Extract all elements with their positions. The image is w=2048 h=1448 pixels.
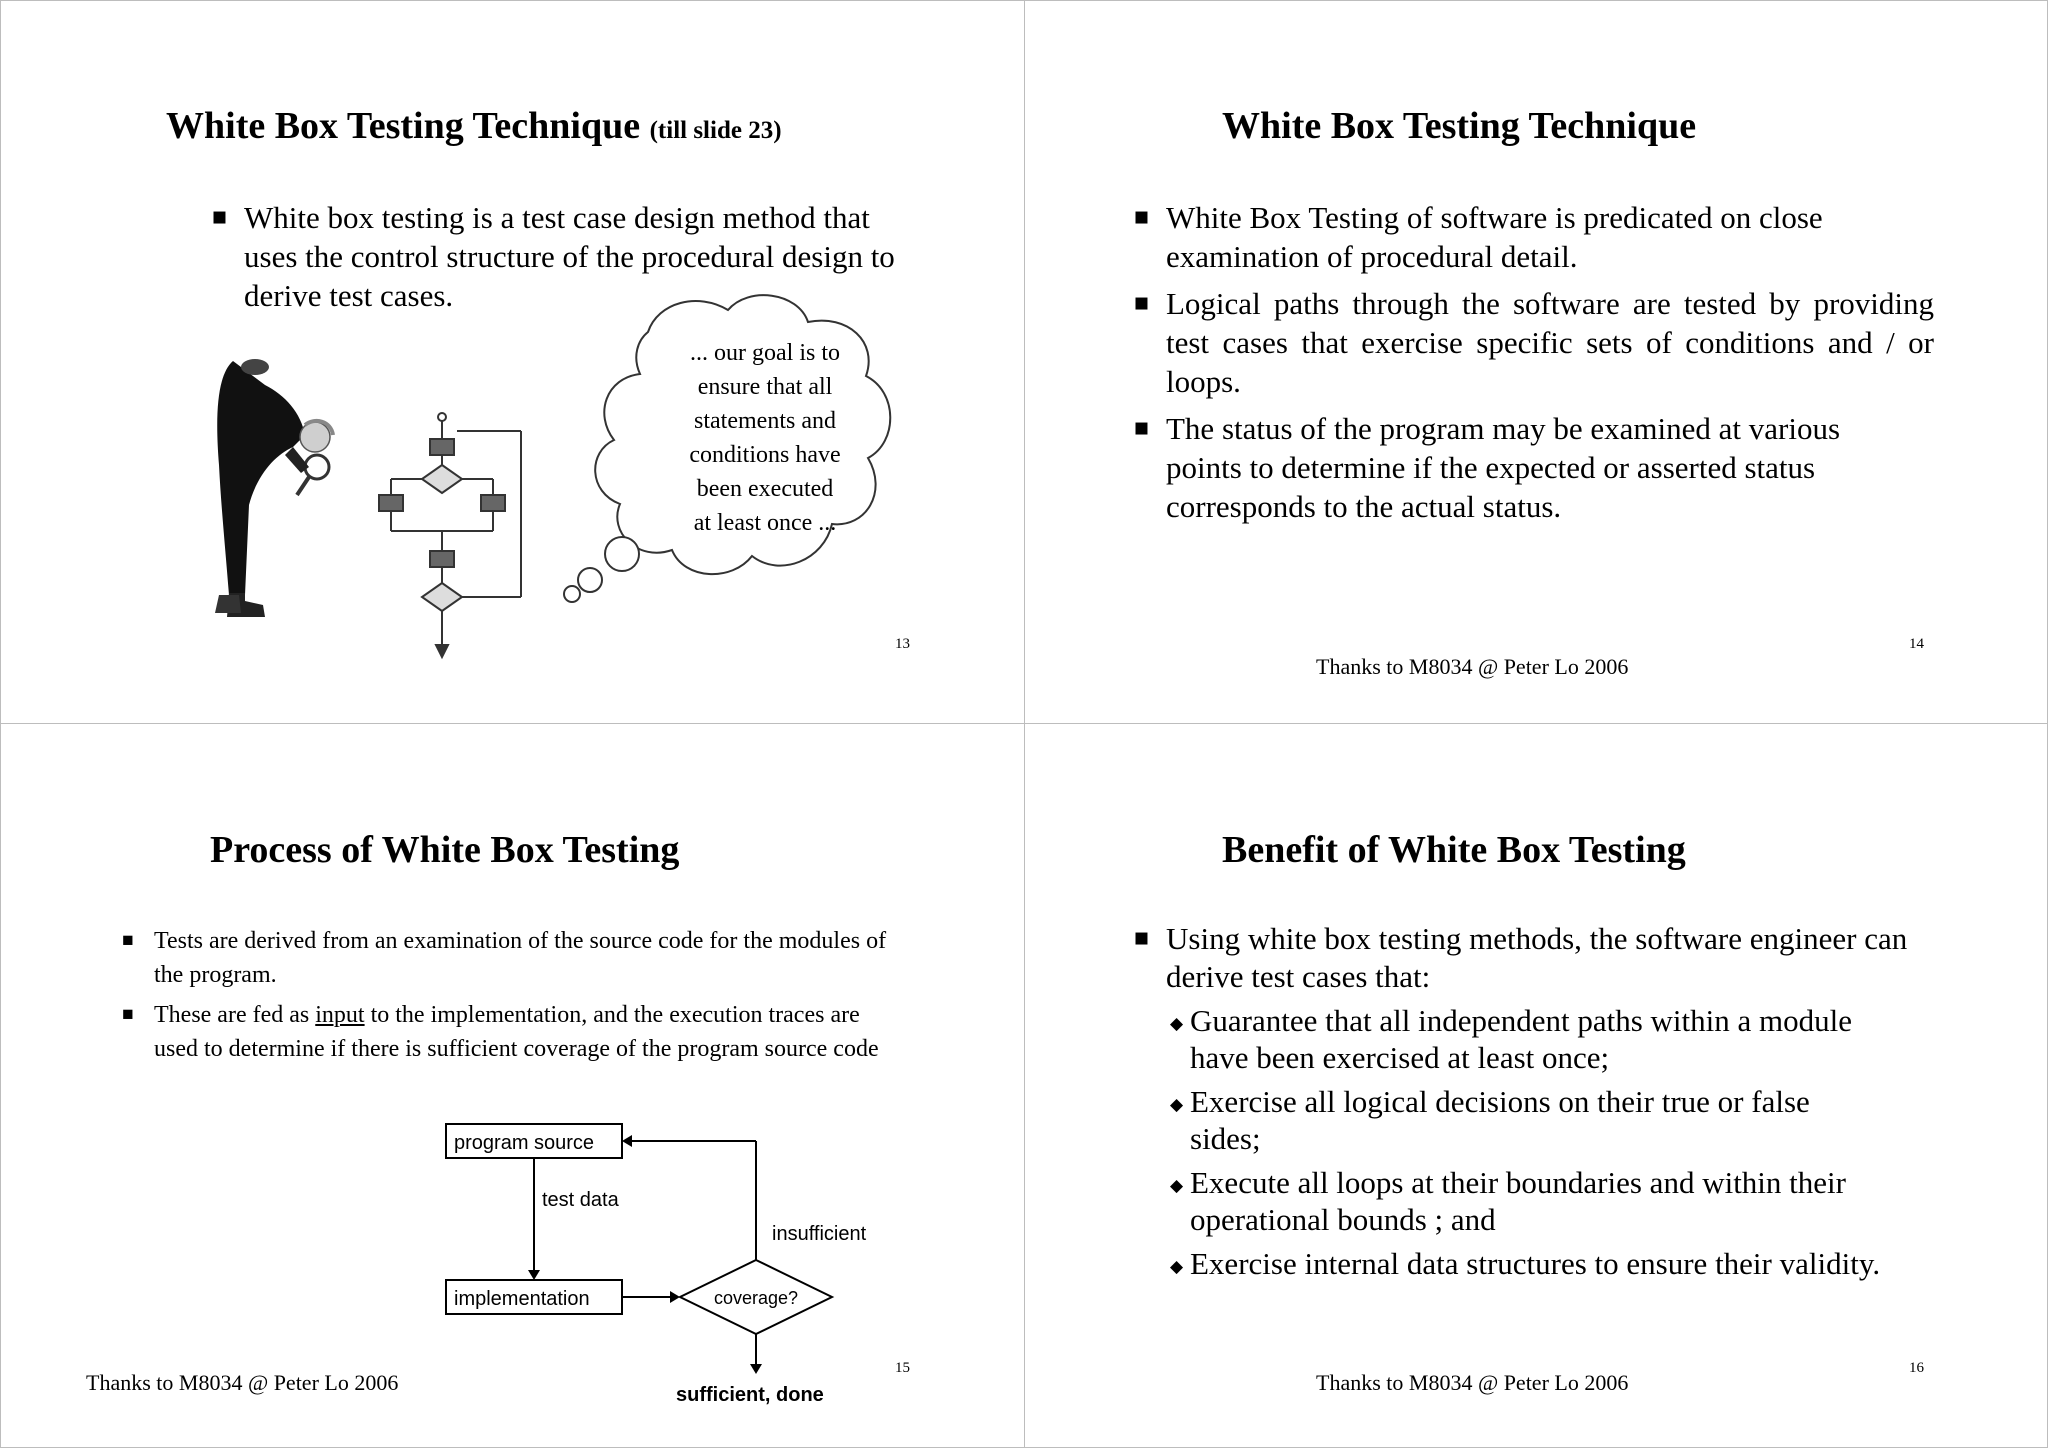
diamond-bullet-icon: ◆ [1170,1257,1184,1276]
credit-footer: Thanks to M8034 @ Peter Lo 2006 [1316,654,1629,679]
implementation-label: implementation [454,1288,590,1310]
man-inspecting-flowchart-illustration [205,355,535,665]
test-data-label: test data [542,1189,619,1211]
bubble-line: ... our goal is to [690,340,840,366]
diamond-bullet-icon: ◆ [1170,1176,1184,1195]
credit-footer: Thanks to M8034 @ Peter Lo 2006 [86,1370,399,1395]
input-link[interactable]: input [315,1002,365,1028]
sub-bullet-item [1166,1002,1890,1076]
white-box-process-diagram [430,1114,900,1424]
sub-bullet-text: Exercise all logical decisions on their true or false sides; [1190,1084,1810,1156]
bullet-item [1134,198,1934,276]
diamond-bullet-icon: ◆ [1170,1014,1184,1033]
slide-title: Benefit of White Box Testing [1222,829,1686,871]
title-text: White Box Testing Technique [166,105,641,147]
flowchart-figure [379,413,521,657]
square-bullet-icon: ■ [122,1004,134,1025]
sub-bullet-item [1166,1245,1970,1282]
square-bullet-icon: ■ [1134,415,1149,442]
bullet-item [122,998,892,1066]
slide-title: Process of White Box Testing [210,829,680,871]
bubble-line: at least once ... [693,510,837,536]
bullet-text: White box testing is a test case design method that uses the control structure of the procedural design to derive test cases. [244,200,895,313]
slide-title [166,104,782,148]
bullet-item [122,924,892,992]
square-bullet-icon: ■ [1134,925,1149,952]
bullet-text-part: These are fed as [154,1002,316,1028]
bullet-text: The status of the program may be examined at various points to determine if the expected or asserted status corresponds to the actual status. [1166,411,1841,524]
bubble-line: been executed [696,476,834,502]
bullet-text-part: to the implementation, and the execution traces are used to determine if there is sufficient coverage of the program source code [154,1002,879,1062]
thought-bubble-text [670,336,860,540]
square-bullet-icon: ■ [1134,290,1149,317]
slide-14 [1024,0,2048,724]
sufficient-done-label: sufficient, done [676,1384,824,1406]
bullet-item [1134,920,1934,1282]
title-suffix: (till slide 23) [649,117,782,144]
slide-16 [1024,724,2048,1448]
page-number: 16 [1909,1360,1924,1376]
square-bullet-icon: ■ [122,930,134,951]
insufficient-label: insufficient [772,1223,867,1245]
bullet-text: Tests are derived from an examination of the source code for the modules of the program. [154,928,887,988]
sub-bullet-text: Exercise internal data structures to ensure their validity. [1190,1246,1881,1281]
man-figure [215,359,333,617]
bullet-item [1134,284,1934,401]
credit-footer: Thanks to M8034 @ Peter Lo 2006 [1316,1370,1629,1395]
slide-15 [0,724,1024,1448]
program-source-label: program source [454,1132,595,1154]
sub-bullet-item [1166,1083,1850,1157]
square-bullet-icon: ■ [1134,204,1149,231]
bullet-text: White Box Testing of software is predicated on close examination of procedural detail. [1166,200,1823,274]
square-bullet-icon: ■ [212,204,227,231]
bullet-text: Using white box testing methods, the software engineer can derive test cases that: [1166,921,1908,994]
coverage-label: coverage? [714,1288,799,1308]
sub-bullet-text: Guarantee that all independent paths within a module have been exercised at least once; [1190,1003,1852,1075]
diamond-bullet-icon: ◆ [1170,1095,1184,1114]
bullet-item [1134,409,1934,526]
slide-13 [0,0,1024,724]
sub-bullet-item [1166,1164,1900,1238]
bullet-text: Logical paths through the software are tested by providing test cases that exercise specific sets of conditions and / or loops. [1166,286,1934,399]
sub-bullet-list [1166,1002,1934,1282]
bullet-list [1134,920,1934,1282]
bullet-list [1134,198,1934,526]
bullet-text [154,998,892,1066]
bubble-line: statements and [694,408,836,434]
slide-title: White Box Testing Technique [1222,105,1697,147]
page-number: 15 [895,1360,910,1376]
bubble-line: ensure that all [697,374,833,400]
bullet-list [122,924,892,1066]
page-number: 14 [1909,636,1924,652]
page-number: 13 [895,636,910,652]
sub-bullet-text: Execute all loops at their boundaries and within their operational bounds ; and [1190,1165,1846,1237]
bubble-line: conditions have [689,442,841,468]
